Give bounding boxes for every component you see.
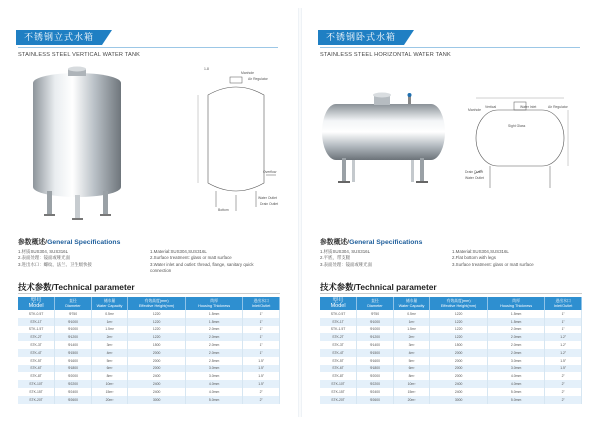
- table-cell: 1.5": [545, 357, 582, 365]
- table-cell: Φ1500: [55, 349, 92, 357]
- table-cell: 1.5mm: [487, 318, 545, 326]
- table-cell: Φ1200: [55, 333, 92, 341]
- page-spine: [298, 8, 302, 417]
- spec-item: 2.Surface treatment: glass or matt surface: [150, 255, 232, 261]
- table-cell: STK-10T: [320, 380, 357, 388]
- table-cell: STK-5T: [320, 357, 357, 365]
- table-header-cell: [55, 297, 92, 310]
- spec-item: 1.Material:SUS304,SUS316L: [150, 249, 207, 254]
- table-row: [18, 341, 280, 349]
- table-cell: 2.0mm: [487, 326, 545, 334]
- table-cell: 1": [243, 326, 280, 334]
- spec-item: connection: [150, 268, 172, 274]
- table-cell: 1.2": [545, 333, 582, 341]
- spec-heading: [320, 236, 422, 246]
- table-cell: 15m³: [91, 388, 128, 396]
- table-cell: 5m³: [393, 357, 430, 365]
- table-cell: 2400: [128, 388, 186, 396]
- table-cell: 8m³: [91, 372, 128, 380]
- table-cell: STK-4T: [320, 349, 357, 357]
- right-page: [310, 10, 592, 415]
- header-en: Water Capacity: [96, 303, 123, 308]
- table-cell: Φ2000: [55, 372, 92, 380]
- table-row: [320, 333, 582, 341]
- header-cn: 进出水口: [555, 298, 571, 303]
- table-cell: 6m³: [91, 365, 128, 373]
- table-cell: 1.5": [243, 357, 280, 365]
- table-cell: 2400: [430, 388, 488, 396]
- spec-item: 2.Flat bottom with legs: [452, 255, 496, 261]
- table-row: [18, 357, 280, 365]
- spec-list-cn: [18, 249, 92, 268]
- table-row: [320, 318, 582, 326]
- table-cell: 2": [545, 372, 582, 380]
- spec-item: 2.平底，带支腿: [320, 255, 351, 261]
- table-cell: Φ1000: [357, 326, 394, 334]
- table-cell: 1220: [430, 326, 488, 334]
- table-cell: Φ1400: [55, 341, 92, 349]
- table-cell: 2.0mm: [185, 341, 243, 349]
- table-cell: 5.0mm: [487, 388, 545, 396]
- table-cell: 1500: [430, 341, 488, 349]
- table-cell: STK-5T: [18, 357, 55, 365]
- drawing-label: Manhole: [241, 71, 255, 75]
- spec-list-en: [452, 249, 534, 268]
- table-cell: Φ1000: [55, 318, 92, 326]
- table-cell: 1": [545, 326, 582, 334]
- table-cell: Φ1000: [55, 326, 92, 334]
- table-cell: 3.0mm: [487, 357, 545, 365]
- header-cn: 型号: [332, 297, 344, 304]
- table-cell: 1.2": [545, 349, 582, 357]
- table-cell: STK-0.5T: [320, 310, 357, 318]
- table-cell: Φ1600: [55, 357, 92, 365]
- table-cell: 1.5": [545, 365, 582, 373]
- table-header-row: [18, 297, 280, 310]
- table-cell: 2400: [128, 372, 186, 380]
- header-cn: 直径: [371, 298, 379, 303]
- drawing-label: Drain Outlet: [465, 170, 484, 174]
- table-cell: 1.5m³: [393, 326, 430, 334]
- table-cell: 1220: [128, 333, 186, 341]
- parameter-table: [320, 297, 582, 404]
- table-cell: 1": [243, 333, 280, 341]
- table-row: [320, 388, 582, 396]
- page-title: 不锈钢卧式水箱: [318, 30, 404, 45]
- header-en: Housing Thickness: [198, 303, 231, 308]
- table-cell: 3.0mm: [487, 365, 545, 373]
- table-cell: Φ2600: [55, 396, 92, 404]
- table-cell: 1.5": [243, 372, 280, 380]
- table-cell: STK-15T: [320, 388, 357, 396]
- table-header-cell: [545, 297, 582, 310]
- drawing-label: Manhole: [468, 108, 482, 112]
- table-cell: 1m³: [91, 318, 128, 326]
- header-cn: 筒厚: [512, 298, 520, 303]
- spec-item: 1.材质SUS304, SUS316L: [18, 249, 69, 254]
- table-cell: Φ2400: [357, 388, 394, 396]
- table-cell: 2400: [430, 380, 488, 388]
- table-cell: 8m³: [393, 372, 430, 380]
- drawing-label: Air Regulator: [548, 105, 568, 109]
- table-row: [18, 326, 280, 334]
- table-cell: 4.0mm: [185, 380, 243, 388]
- header-cn: 有效高度(mm): [144, 298, 169, 303]
- table-cell: 5.0mm: [487, 396, 545, 404]
- table-cell: Φ1500: [357, 349, 394, 357]
- table-cell: Φ750: [55, 310, 92, 318]
- table-cell: 4m³: [393, 349, 430, 357]
- table-header-cell: [357, 297, 394, 310]
- table-cell: 2m³: [91, 333, 128, 341]
- spec-heading-cn: 参数概述/: [320, 239, 350, 246]
- drawing-label: Air Regulator: [248, 77, 268, 81]
- drawing-label: Water Inlet: [520, 105, 537, 109]
- table-cell: Φ2400: [55, 388, 92, 396]
- header-en: Diameter: [65, 303, 81, 308]
- table-cell: 1.5m³: [91, 326, 128, 334]
- table-header-row: [320, 297, 582, 310]
- table-row: [320, 341, 582, 349]
- table-cell: 2": [545, 380, 582, 388]
- page-subtitle: STAINLESS STEEL HORIZONTAL WATER TANK: [320, 52, 451, 58]
- table-row: [18, 372, 280, 380]
- table-cell: 5.0mm: [185, 396, 243, 404]
- header-cn: 有效高度(mm): [446, 298, 471, 303]
- table-cell: STK-4T: [18, 349, 55, 357]
- table-cell: 1.2": [545, 341, 582, 349]
- table-row: [320, 310, 582, 318]
- spec-heading-en: General Specifications: [47, 239, 121, 246]
- table-cell: Φ1000: [357, 318, 394, 326]
- table-cell: 2000: [128, 365, 186, 373]
- spec-heading-cn: 参数概述/: [18, 239, 48, 246]
- spec-item: 3.Water inlet and outlet: thread, flange, sanitary quick: [150, 261, 254, 267]
- table-cell: STK-6T: [320, 365, 357, 373]
- table-row: [18, 333, 280, 341]
- table-header-cell: [393, 297, 430, 310]
- table-cell: 4m³: [91, 349, 128, 357]
- table-cell: Φ2200: [55, 380, 92, 388]
- table-cell: STK-8T: [18, 372, 55, 380]
- table-cell: STK-2T: [18, 333, 55, 341]
- vertical-tank-drawing: [186, 65, 286, 215]
- table-cell: STK-1T: [320, 318, 357, 326]
- header-en: Inlet/Outlet: [553, 303, 573, 308]
- table-cell: 1.5mm: [185, 318, 243, 326]
- page-subtitle: STAINLESS STEEL VERTICAL WATER TANK: [18, 52, 141, 58]
- table-cell: 2.0mm: [487, 349, 545, 357]
- table-cell: 20m³: [91, 396, 128, 404]
- table-cell: 6m³: [393, 365, 430, 373]
- table-cell: 2000: [128, 357, 186, 365]
- table-cell: Φ1600: [357, 357, 394, 365]
- table-cell: 2.0mm: [185, 333, 243, 341]
- tech-rule: [320, 293, 582, 294]
- table-cell: 1": [545, 310, 582, 318]
- table-row: [320, 365, 582, 373]
- title-rule: [18, 47, 278, 48]
- table-cell: STK-10T: [18, 380, 55, 388]
- table-cell: Φ2200: [357, 380, 394, 388]
- spec-list-en: [150, 249, 254, 275]
- table-cell: 4.0mm: [487, 372, 545, 380]
- table-cell: 1": [243, 310, 280, 318]
- table-cell: STK-2T: [320, 333, 357, 341]
- table-row: [320, 372, 582, 380]
- title-rule: [320, 47, 580, 48]
- table-cell: 2400: [128, 380, 186, 388]
- table-cell: 3.0mm: [185, 365, 243, 373]
- header-cn: 储水量: [405, 298, 418, 303]
- table-cell: Φ1200: [357, 333, 394, 341]
- table-cell: 2000: [430, 372, 488, 380]
- spec-item: 1.Material:SUS304,SUS316L: [452, 249, 509, 254]
- header-en: Water Capacity: [398, 303, 425, 308]
- drawing-label: Bottom: [218, 208, 229, 212]
- spec-heading-en: General Specifications: [349, 239, 423, 246]
- table-header-cell: [487, 297, 545, 310]
- table-cell: STK-0.5T: [18, 310, 55, 318]
- table-cell: 1": [243, 349, 280, 357]
- tech-heading: 技术参数/Technical parameter: [18, 282, 135, 292]
- drawing-label: Vertical: [485, 105, 497, 109]
- spec-item: 3.Surface treatment: glass or matt surface: [452, 261, 534, 267]
- table-cell: 2000: [430, 349, 488, 357]
- table-cell: STK-3T: [320, 341, 357, 349]
- header-en: Effective Height(mm): [440, 303, 477, 308]
- table-header-cell: [243, 297, 280, 310]
- header-cn: 进出水口: [253, 298, 269, 303]
- table-cell: 2000: [430, 365, 488, 373]
- spec-item: 1.材质SUS304, SUS316L: [320, 249, 371, 254]
- table-cell: 3.0mm: [185, 372, 243, 380]
- table-cell: STK-8T: [320, 372, 357, 380]
- table-cell: 10m³: [393, 380, 430, 388]
- header-en: Model: [330, 302, 346, 309]
- table-cell: 1220: [430, 318, 488, 326]
- table-cell: 1220: [128, 318, 186, 326]
- header-en: Model: [28, 302, 44, 309]
- header-en: Inlet/Outlet: [251, 303, 271, 308]
- table-header-cell: [91, 297, 128, 310]
- table-cell: 1220: [430, 310, 488, 318]
- left-page: [8, 10, 290, 415]
- drawing-label: Sight Glass: [508, 124, 526, 128]
- header-cn: 型号: [30, 297, 42, 304]
- header-en: Diameter: [367, 303, 383, 308]
- table-cell: Φ2600: [357, 396, 394, 404]
- table-cell: 0.5m³: [91, 310, 128, 318]
- table-cell: STK-1.5T: [18, 326, 55, 334]
- table-cell: 1.5": [243, 365, 280, 373]
- spec-item: 3.进出水口：螺纹、法兰、卫生级快接: [18, 261, 92, 267]
- table-cell: 15m³: [393, 388, 430, 396]
- table-cell: 3m³: [91, 341, 128, 349]
- spec-item: 2.表面处理：镜面或哑光面: [18, 255, 70, 261]
- table-cell: STK-1.5T: [320, 326, 357, 334]
- table-row: [18, 349, 280, 357]
- table-cell: Φ750: [357, 310, 394, 318]
- table-header-cell: [18, 297, 55, 310]
- spec-item: 3.表面处理：镜面或哑光面: [320, 261, 372, 267]
- table-row: [18, 365, 280, 373]
- table-row: [320, 349, 582, 357]
- table-cell: 3000: [128, 396, 186, 404]
- table-cell: 2.5mm: [185, 357, 243, 365]
- table-cell: 2": [545, 388, 582, 396]
- table-cell: STK-15T: [18, 388, 55, 396]
- table-cell: 2.0mm: [185, 349, 243, 357]
- table-cell: 1220: [430, 333, 488, 341]
- tech-heading: 技术参数/Technical parameter: [320, 282, 437, 292]
- table-cell: STK-20T: [320, 396, 357, 404]
- drawing-label: Water Outlet: [465, 176, 484, 180]
- table-row: [320, 326, 582, 334]
- table-cell: 1.5mm: [487, 310, 545, 318]
- table-row: [18, 310, 280, 318]
- drawing-label: 1-8: [204, 67, 209, 71]
- table-cell: Φ2000: [357, 372, 394, 380]
- table-cell: 1": [243, 341, 280, 349]
- header-en: Effective Height(mm): [138, 303, 175, 308]
- table-cell: 2000: [430, 357, 488, 365]
- tech-rule: [18, 293, 280, 294]
- table-cell: STK-20T: [18, 396, 55, 404]
- table-header-cell: [320, 297, 357, 310]
- header-cn: 筒厚: [210, 298, 218, 303]
- table-cell: 2": [243, 388, 280, 396]
- table-header-cell: [185, 297, 243, 310]
- table-cell: 2": [545, 396, 582, 404]
- table-row: [320, 396, 582, 404]
- table-cell: 1.5mm: [185, 310, 243, 318]
- drawing-label: Water Outlet: [258, 196, 277, 200]
- page-title: 不锈钢立式水箱: [16, 30, 102, 45]
- table-cell: 3m³: [393, 341, 430, 349]
- table-cell: 2.0mm: [487, 341, 545, 349]
- table-cell: 1.5": [243, 380, 280, 388]
- table-cell: 20m³: [393, 396, 430, 404]
- table-cell: 1m³: [393, 318, 430, 326]
- header-en: Housing Thickness: [500, 303, 533, 308]
- table-cell: 2": [243, 396, 280, 404]
- table-row: [18, 318, 280, 326]
- table-cell: STK-3T: [18, 341, 55, 349]
- table-cell: 1": [545, 318, 582, 326]
- table-cell: 1500: [128, 341, 186, 349]
- table-cell: 4.0mm: [185, 388, 243, 396]
- table-cell: 10m³: [91, 380, 128, 388]
- table-cell: 2000: [128, 349, 186, 357]
- table-cell: 2m³: [393, 333, 430, 341]
- table-row: [18, 388, 280, 396]
- table-header-cell: [128, 297, 186, 310]
- header-cn: 直径: [69, 298, 77, 303]
- header-cn: 储水量: [103, 298, 116, 303]
- table-cell: 2.0mm: [185, 326, 243, 334]
- table-cell: Φ1800: [55, 365, 92, 373]
- table-cell: STK-1T: [18, 318, 55, 326]
- spec-list-cn: [320, 249, 372, 268]
- table-cell: Φ1400: [357, 341, 394, 349]
- table-row: [18, 380, 280, 388]
- table-cell: 4.0mm: [487, 380, 545, 388]
- table-cell: 3000: [430, 396, 488, 404]
- table-cell: 1220: [128, 310, 186, 318]
- table-cell: 1220: [128, 326, 186, 334]
- horizontal-tank-photo: [316, 90, 451, 190]
- table-row: [18, 396, 280, 404]
- table-cell: 5m³: [91, 357, 128, 365]
- drawing-label: Overflow: [263, 170, 277, 174]
- table-cell: 1": [243, 318, 280, 326]
- table-header-cell: [430, 297, 488, 310]
- drawing-label: Drain Outlet: [260, 202, 279, 206]
- table-cell: 0.5m³: [393, 310, 430, 318]
- vertical-tank-photo: [20, 65, 135, 225]
- table-cell: Φ1800: [357, 365, 394, 373]
- table-cell: STK-6T: [18, 365, 55, 373]
- table-row: [320, 357, 582, 365]
- spec-heading: [18, 236, 120, 246]
- table-cell: 2.0mm: [487, 333, 545, 341]
- parameter-table: [18, 297, 280, 404]
- table-row: [320, 380, 582, 388]
